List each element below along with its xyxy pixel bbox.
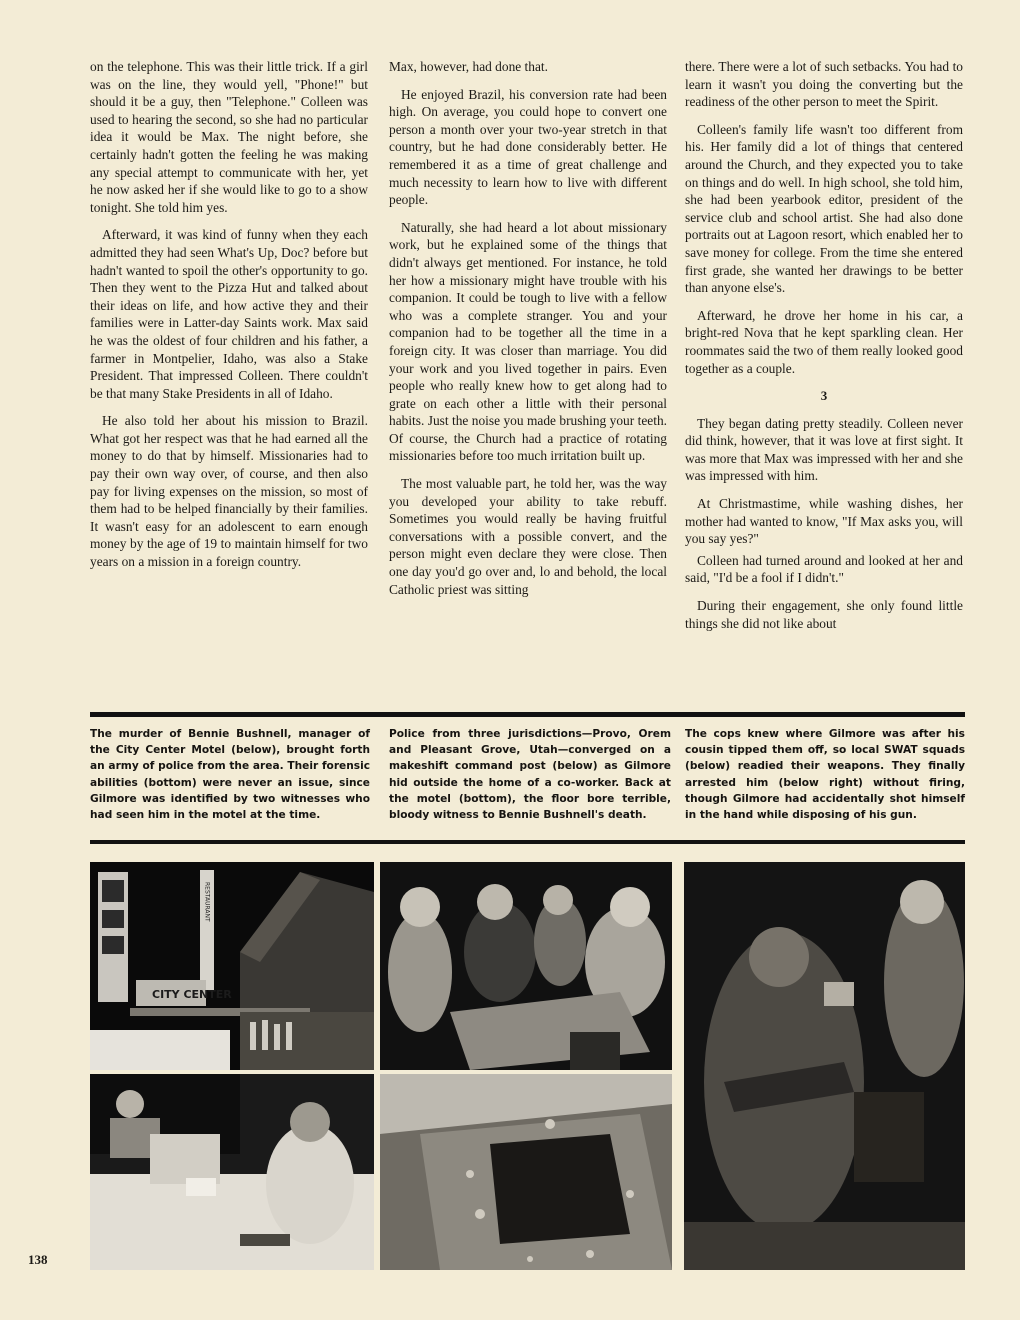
paragraph: Max, however, had done that. [389, 59, 548, 74]
text-column-2 [389, 58, 667, 608]
motel-sign: CITY CENTER [152, 988, 232, 1001]
swat-arrest-photo [684, 862, 965, 1270]
restaurant-sign: RESTAURANT [203, 882, 211, 922]
paragraph: Naturally, she had heard a lot about missionary work, but he explained some of the things that didn't always get mentioned. For instance, he told her how a missionary might have trouble with his companion. It could be tough to live with a fellow who was a complete stranger. You and your companion had to be together all the time in a foreign city. It was closer than marriage. You did your work and you lived together in pairs. Even people who really knew how to get along had to grate on each other a little with their personal habits. Just the noise you made brushing your teeth. Of course, the Church had a practice of rotating missionaries before too much irritation built up. [389, 219, 667, 464]
text-column-1 [90, 58, 368, 581]
paragraph: Afterward, it was kind of funny when they each admitted they had seen What's Up, Doc? before but hadn't wanted to spoil the other's opportunity to go. Then they went to the Pizza Hut and talked about their ideas on life, and how active they and their families were in Latter-day Saints work. Max said he was the oldest of four children and his father, a farmer in Montpelier, Idaho, was also a Stake President. That impressed Colleen. There couldn't be that many Stake Presidents in all of Idaho. [90, 227, 368, 401]
paragraph: He also told her about his mission to Brazil. What got her respect was that he had earned all the money to do that by himself. Missionaries had to pay their own way over, of course, and then also pay for living expenses on the mission, so most of them had to be helped financially by their families. It wasn't easy for an adolescent to earn enough money by the age of 19 to maintain himself for two years on a mission in a foreign country. [90, 413, 368, 570]
paragraph: They began dating pretty steadily. Colleen never did think, however, that it was love at first sight. It was more that Max was impressed with her and she was impressed with him. [685, 415, 963, 484]
paragraph: The most valuable part, he told her, was the way you developed your ability to take rebuff. Sometimes you would really be having fruitful conversations with a possible convert, and the person might even declare they were close. Then one day you'd go over and, lo and behold, the local Catholic priest was sitting [389, 476, 667, 597]
section-number: 3 [820, 388, 828, 404]
paragraph: Afterward, he drove her home in his car, a bright-red Nova that he kept sparkling clean. Her roommates said the two of them really looked good together as a couple. [685, 307, 963, 376]
motel-floor-photo [380, 1074, 672, 1270]
police-command-post-photo [380, 862, 672, 1070]
photo-caption-3: The cops knew where Gilmore was after his cousin tipped them off, so local SWAT squads (below) readied their weapons. They finally arrested him (below right) without firing, though Gilmore had accidentally shot himself in the hand while disposing of his gun. [685, 728, 965, 822]
forensics-office-photo [90, 1074, 374, 1270]
paragraph: there. There were a lot of such setbacks. You had to learn it wasn't you doing the converting but the readiness of the other person to meet the Spirit. [685, 59, 963, 110]
photo-caption-1: The murder of Bennie Bushnell, manager of the City Center Motel (below), brought forth an army of police from the area. Their forensic abilities (bottom) were never an issue, since Gilmore was identified by two witnesses who had seen him in the motel at the time. [90, 728, 370, 822]
paragraph: At Christmastime, while washing dishes, her mother had wanted to know, "If Max asks you, will you say yes?" [685, 496, 963, 547]
paragraph: Colleen's family life wasn't too different from his. Her family did a lot of things that centered around the Church, and they expected you to take on things and do well. In high school, she told him, she had been yearbook editor, president of the service club and school artist. She had also done portraits out at Lagoon resort, which enabled her to save money for college. From the time she entered first grade, she wanted her drawings to be better than anyone else's. [685, 121, 963, 296]
paragraph: During their engagement, she only found little things she did not like about [685, 598, 963, 631]
paragraph: on the telephone. This was their little trick. If a girl was on the line, they would yell, "Phone!" but should it be a guy, then "Telephone." Colleen was used to hearing the second, so she had no particular idea it would be Max. The night before, she certainly hadn't gotten the feeling he was making any special attempt to communicate with her, yet he now asked her if she would like to go to a show tonight. She told him yes. [90, 59, 368, 215]
text-column-3 [685, 58, 963, 642]
paragraph: He enjoyed Brazil, his conversion rate had been high. On average, you could hope to convert one person a month over your two-year stretch in that country, but he had done considerably better. He remembered it as a time of great challenge and much necessity to learn how to live with different people. [389, 86, 667, 208]
motel-exterior-photo [90, 862, 374, 1070]
divider-rule [90, 840, 965, 844]
page-number: 138 [28, 1252, 48, 1267]
divider-rule [90, 712, 965, 717]
paragraph: Colleen had turned around and looked at her and said, "I'd be a fool if I didn't." [685, 552, 963, 586]
photo-caption-2: Police from three jurisdictions—Provo, Orem and Pleasant Grove, Utah—converged on a makeshift command post (below) as Gilmore hid outside the home of a co-worker. Back at the motel (bottom), the floor bore terrible, bloody witness to Bennie Bushnell's death. [389, 728, 671, 822]
